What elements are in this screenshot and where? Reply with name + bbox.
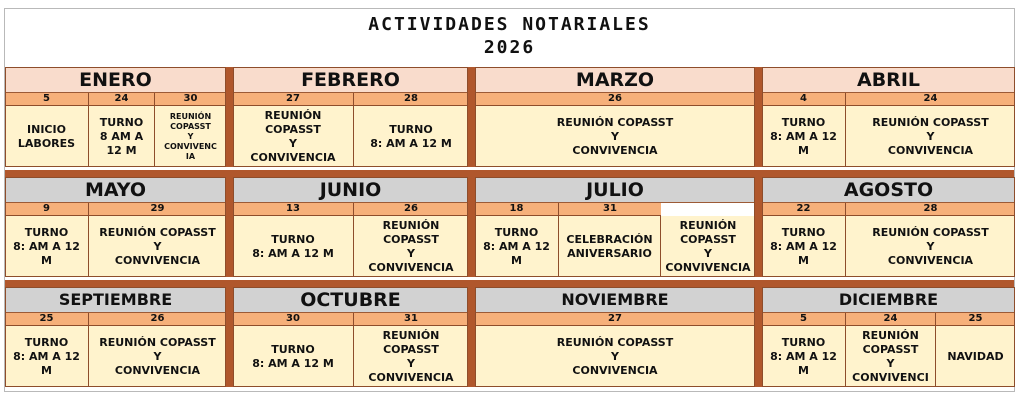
- date-cell: 25: [5, 313, 89, 326]
- month-block-noviembre: [475, 287, 755, 390]
- month-header: DICIEMBRE: [762, 287, 1015, 313]
- column-separator: [755, 287, 762, 387]
- date-cell: 5: [762, 313, 846, 326]
- column-separator: [226, 287, 233, 387]
- date-cell: 27: [233, 93, 354, 106]
- column-separator: [226, 67, 233, 167]
- month-header: MARZO: [475, 67, 755, 93]
- date-row: [233, 93, 468, 106]
- month-block-octubre: [233, 287, 468, 390]
- activity-cell: CELEBRACIÓN ANIVERSARIO: [559, 216, 661, 277]
- activity-row: [762, 216, 1015, 277]
- activity-cell: REUNIÓN COPASST Y CONVIVENCIA: [661, 216, 755, 277]
- date-cell: 26: [475, 93, 755, 106]
- activity-cell: TURNO 8: AM A 12 M: [5, 216, 89, 277]
- activity-cell: REUNIÓN COPASST Y CONVIVENCIA: [233, 106, 354, 167]
- month-block-junio: [233, 177, 468, 280]
- activity-row: [5, 326, 226, 387]
- activity-cell: REUNIÓN COPASST Y CONVIVENCIA: [846, 216, 1015, 277]
- date-cell: 24: [846, 313, 936, 326]
- date-cell: 28: [846, 203, 1015, 216]
- activity-cell: TURNO 8: AM A 12 M: [762, 216, 846, 277]
- date-cell: 13: [233, 203, 354, 216]
- date-row: [475, 203, 755, 216]
- date-cell: 5: [5, 93, 89, 106]
- activity-row: [762, 326, 1015, 387]
- date-row: [762, 313, 1015, 326]
- date-row: [762, 93, 1015, 106]
- activity-cell: REUNIÓN COPASST Y CONVIVENCIA: [475, 106, 755, 167]
- month-header: OCTUBRE: [233, 287, 468, 313]
- date-row: [475, 313, 755, 326]
- month-header: ENERO: [5, 67, 226, 93]
- title-block: [5, 9, 1014, 67]
- date-cell: 29: [89, 203, 226, 216]
- month-header: FEBRERO: [233, 67, 468, 93]
- month-header: MAYO: [5, 177, 226, 203]
- date-row: [762, 203, 1015, 216]
- column-separator: [755, 67, 762, 167]
- month-header: NOVIEMBRE: [475, 287, 755, 313]
- activity-cell: REUNIÓN COPASST Y CONVIVENCIA: [354, 326, 468, 387]
- activity-cell: REUNIÓN COPASST Y CONVIVENCIA: [89, 216, 226, 277]
- date-cell: 26: [89, 313, 226, 326]
- column-separator: [468, 177, 475, 277]
- date-cell: 24: [846, 93, 1015, 106]
- date-row: [5, 93, 226, 106]
- activity-cell: REUNIÓN COPASST Y CONVIVENCIA: [354, 216, 468, 277]
- column-separator: [468, 287, 475, 387]
- activity-cell: TURNO 8: AM A 12 M: [5, 326, 89, 387]
- column-separator: [755, 177, 762, 277]
- activity-cell: REUNIÓN COPASST Y CONVIVENC IA: [155, 106, 226, 167]
- activity-cell: REUNIÓN COPASST Y CONVIVENCIA: [846, 106, 1015, 167]
- date-cell: 30: [233, 313, 354, 326]
- month-header: ABRIL: [762, 67, 1015, 93]
- month-block-abril: [762, 67, 1015, 170]
- date-cell: 18: [475, 203, 559, 216]
- date-cell: 9: [5, 203, 89, 216]
- date-cell: 26: [354, 203, 468, 216]
- activity-row: [475, 216, 755, 277]
- calendar-sheet: [4, 8, 1015, 392]
- date-row: [233, 313, 468, 326]
- activity-row: [233, 216, 468, 277]
- month-header: SEPTIEMBRE: [5, 287, 226, 313]
- date-cell: 30: [155, 93, 226, 106]
- year-label: 2026: [483, 37, 536, 58]
- activity-cell: TURNO 8: AM A 12 M: [233, 326, 354, 387]
- month-block-febrero: [233, 67, 468, 170]
- date-cell: 22: [762, 203, 846, 216]
- activity-cell: REUNIÓN COPASST Y CONVIVENCI: [846, 326, 936, 387]
- activity-cell: TURNO 8: AM A 12 M: [475, 216, 559, 277]
- month-block-septiembre: [5, 287, 226, 390]
- activity-row: [5, 216, 226, 277]
- month-block-diciembre: [762, 287, 1015, 390]
- date-row: [475, 93, 755, 106]
- month-block-agosto: [762, 177, 1015, 280]
- date-cell: 28: [354, 93, 468, 106]
- month-block-mayo: [5, 177, 226, 280]
- month-header: AGOSTO: [762, 177, 1015, 203]
- activity-row: [233, 326, 468, 387]
- page-title: ACTIVIDADES NOTARIALES: [368, 14, 651, 35]
- month-block-marzo: [475, 67, 755, 170]
- date-cell: 31: [559, 203, 661, 216]
- date-cell: 24: [89, 93, 155, 106]
- date-row: [5, 313, 226, 326]
- activity-cell: TURNO 8 AM A 12 M: [89, 106, 155, 167]
- column-separator: [226, 177, 233, 277]
- row-separator: [5, 170, 1014, 177]
- activity-cell: TURNO 8: AM A 12 M: [233, 216, 354, 277]
- row-separator: [5, 280, 1014, 287]
- activity-row: [475, 106, 755, 167]
- date-cell: 4: [762, 93, 846, 106]
- column-separator: [468, 67, 475, 167]
- date-cell: 31: [354, 313, 468, 326]
- activity-row: [762, 106, 1015, 167]
- activity-cell: TURNO 8: AM A 12 M: [762, 326, 846, 387]
- month-block-enero: [5, 67, 226, 170]
- date-cell: 27: [475, 313, 755, 326]
- month-block-julio: [475, 177, 755, 280]
- date-row: [233, 203, 468, 216]
- activity-row: [475, 326, 755, 387]
- date-row: [5, 203, 226, 216]
- activity-cell: REUNIÓN COPASST Y CONVIVENCIA: [475, 326, 755, 387]
- activity-row: [5, 106, 226, 167]
- date-cell: 25: [936, 313, 1015, 326]
- month-header: JULIO: [475, 177, 755, 203]
- activity-row: [233, 106, 468, 167]
- month-header: JUNIO: [233, 177, 468, 203]
- activity-cell: INICIO LABORES: [5, 106, 89, 167]
- activity-cell: NAVIDAD: [936, 326, 1015, 387]
- activity-cell: TURNO 8: AM A 12 M: [354, 106, 468, 167]
- activity-cell: REUNIÓN COPASST Y CONVIVENCIA: [89, 326, 226, 387]
- activity-cell: TURNO 8: AM A 12 M: [762, 106, 846, 167]
